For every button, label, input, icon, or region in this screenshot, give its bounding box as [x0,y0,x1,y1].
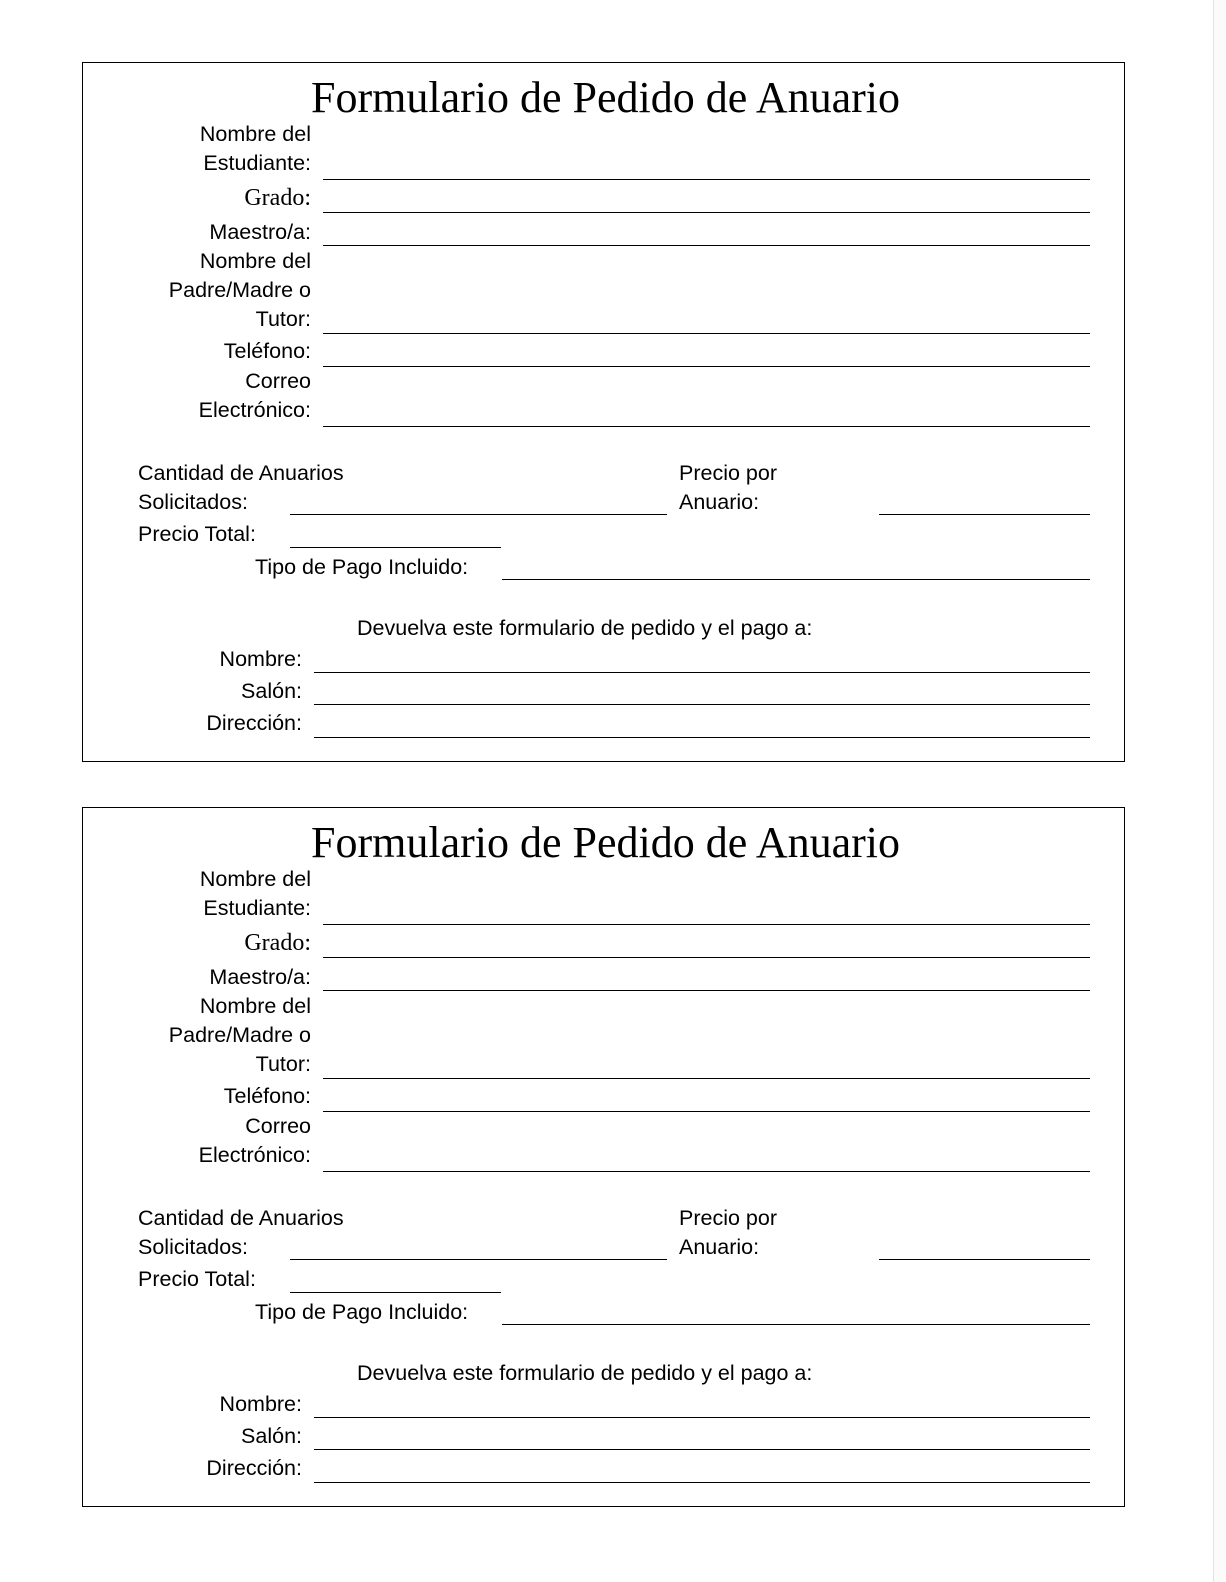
phone-label: Teléfono: [223,1084,311,1108]
student-name-label: Nombre del Estudiante: [199,867,311,920]
guardian-label: Nombre del Padre/Madre o Tutor: [168,994,311,1076]
phone-line[interactable] [323,366,1090,367]
teacher-line[interactable] [323,245,1090,246]
return-name-line[interactable] [314,672,1090,673]
return-instructions: Devuelva este formulario de pedido y el pago a: [357,1361,813,1385]
phone-line[interactable] [323,1111,1090,1112]
return-name-label: Nombre: [219,647,302,671]
unit-price-line[interactable] [879,514,1090,515]
guardian-line[interactable] [323,1078,1090,1079]
grade-label: Grado: [244,185,311,211]
room-label: Salón: [241,679,302,703]
unit-price-label: Precio por Anuario: [679,1206,777,1259]
return-name-label: Nombre: [219,1392,302,1416]
return-instructions: Devuelva este formulario de pedido y el pago a: [357,616,813,640]
total-label: Precio Total: [138,1267,256,1291]
quantity-label: Cantidad de Anuarios Solicitados: [138,1206,344,1259]
total-label: Precio Total: [138,522,256,546]
payment-type-line[interactable] [502,579,1090,580]
payment-type-label: Tipo de Pago Incluido: [255,555,469,579]
grade-line[interactable] [323,212,1090,213]
student-name-label: Nombre del Estudiante: [199,122,311,175]
total-line[interactable] [290,547,501,548]
room-label: Salón: [241,1424,302,1448]
email-label: Correo Electrónico: [198,369,311,422]
address-label: Dirección: [206,711,302,735]
student-name-line[interactable] [323,179,1090,180]
payment-type-line[interactable] [502,1324,1090,1325]
address-line[interactable] [314,1482,1090,1483]
unit-price-label: Precio por Anuario: [679,461,777,514]
unit-price-line[interactable] [879,1259,1090,1260]
room-line[interactable] [314,704,1090,705]
room-line[interactable] [314,1449,1090,1450]
teacher-label: Maestro/a: [209,965,311,989]
email-line[interactable] [323,1171,1090,1172]
quantity-line[interactable] [290,1259,667,1260]
quantity-label: Cantidad de Anuarios Solicitados: [138,461,344,514]
guardian-label: Nombre del Padre/Madre o Tutor: [168,249,311,331]
email-line[interactable] [323,426,1090,427]
teacher-label: Maestro/a: [209,220,311,244]
email-label: Correo Electrónico: [198,1114,311,1167]
phone-label: Teléfono: [223,339,311,363]
order-form-1 [82,62,1125,762]
grade-label: Grado: [244,930,311,956]
form-title: Formulario de Pedido de Anuario [311,818,901,867]
teacher-line[interactable] [323,990,1090,991]
return-name-line[interactable] [314,1417,1090,1418]
quantity-line[interactable] [290,514,667,515]
grade-line[interactable] [323,957,1090,958]
payment-type-label: Tipo de Pago Incluido: [255,1300,469,1324]
guardian-line[interactable] [323,333,1090,334]
address-label: Dirección: [206,1456,302,1480]
total-line[interactable] [290,1292,501,1293]
address-line[interactable] [314,737,1090,738]
form-title: Formulario de Pedido de Anuario [311,73,901,122]
order-form-2 [82,807,1125,1507]
student-name-line[interactable] [323,924,1090,925]
